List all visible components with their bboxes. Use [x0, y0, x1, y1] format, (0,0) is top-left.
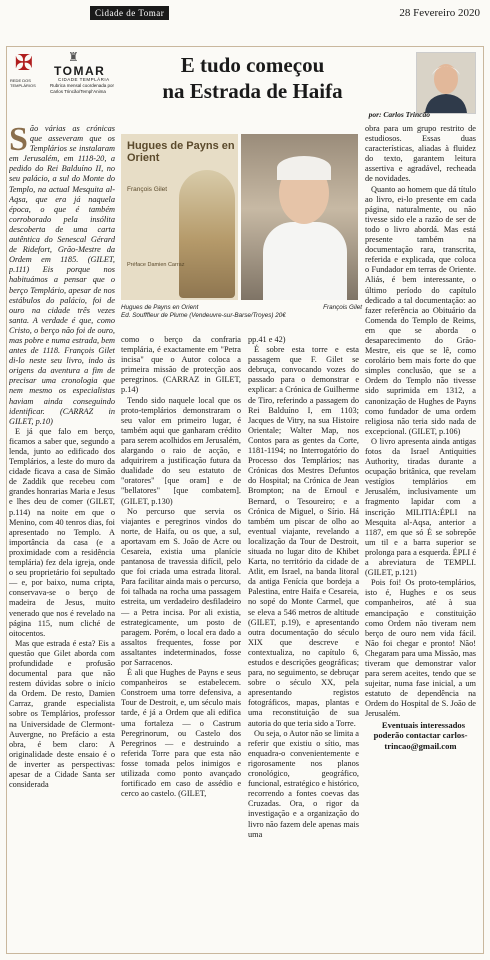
paragraph: É ali que Hughes de Payns e seus companheiros se estabelecem. Constroem uma torre defensiva, a Tour de Destroit, e, um século mais tarde, é já a Ordem que ali edifica uma fortaleza — o Castrum Peregrinorum, ou Castelo dos Peregrinos — e destruindo a referida Torre para que esta não fosse tomada pelos inimigos e utilizada como ponto avançado fortificado em caso de assédio e cerco ao castelo. (GILET, — [121, 668, 241, 799]
paragraph: como o berço da confraria templária, é exactamente em "Petra incisa" que o Autor coloca a primeira missão de protecção aos peregrinos. (CARRAZ in GILET, p.14) — [121, 335, 241, 395]
paragraph: Mas que estrada é esta? Eis a questão que Gilet aborda com profundidade e profusão documental para que não restem dúvidas sobre o início da Ordem. De resto, Damien Carraz, grande especialista sobre os Templários, professor na Universidade de Clermont-Auvergne, no Prefácio a esta obra, é bem claro: A originalidade deste ensaio é o de inverter as perspectivas: apesar de a Cidade Santa ser considerada — [9, 638, 115, 790]
photo-hair — [277, 156, 331, 180]
logo-tagline: CIDADE TEMPLÁRIA — [58, 77, 110, 82]
text-column-2 — [121, 335, 241, 955]
photo-caption: François Gilet — [323, 304, 362, 311]
book-caption-line-1: Hugues de Payns en Orient — [121, 304, 199, 311]
logo-network: Rubrica mensal coordenada por Carlos Trincão/Templ'Anima — [50, 83, 115, 94]
paragraph: Pois foi! Os proto-templários, isto é, Hughes e os seus companheiros, até à sua emancipação e constituição como Ordem não tiveram nem berço de ouro nem vida fácil. Não foi chegar e pronto! Não! Chegaram para uma Missão, mas tiveram que demonstrar valor para serem aceites, tendo que se sujeitar, numa fase inicial, a um estatuto de dependência na Ordem do Hospital de S. João de Jerusalém. — [365, 578, 476, 719]
author-portrait-image — [417, 53, 475, 113]
top-bar — [8, 6, 482, 24]
paragraph: É sobre esta torre e esta passagem que F. Gilet se debruça, convocando vozes do passado para o demonstrar e explicar: a Crónica de Guilherme de Tiro, referindo a passagem do Rei Balduíno I, em 1103; Jacques de Vitry, na sua Histoire Orientale; Walter Map, nos Contos para as gentes da Corte, 1181-1194; no Interrogatório do Processo dos Templários; nas Crónicas dos Mestres Defuntos do Hospital; na Crónica de Jean Brompton; na de Ernoul e Bernard, o Tesoureiro; e a Crónica de Miguel, o Sírio. Há também um piscar de olho ao eventual viajante, revelando a localização da Tour de Destroit, situada no lugar dito de Khibet Karta, no território da cidade de Atlit, em Israel, na banda litoral da antiga Fenícia que bordeja a Palestina, entre Haifa e Cesareia, no sopé do Monte Carmel, que se eleva a 546 metros de altitude (GILET, p.19), e apresentando outra documentação do século XIX que descreve e contextualiza, no capítulo 6, estudos e descrições geográficas; para, no seguimento, se debruçar sobre o século XX, pela apresentando registos fotográficos, mapas, plantas e uma reconstituição de sua autoria do que teria sido a Torre. — [248, 345, 359, 728]
author-photo — [241, 134, 358, 300]
book-cover-image — [121, 134, 238, 300]
templar-cross-icon: ✠ — [14, 51, 34, 76]
text-column-1 — [9, 124, 115, 956]
photo-shirt — [263, 222, 347, 300]
text-column-3 — [248, 335, 359, 955]
paragraph: obra para um grupo restrito de estudiosos. Essas duas características, aliadas à fluidez do texto, garantem leitura assertiva e agradável, recheada de novidades. — [365, 124, 476, 184]
paragraph: Quanto ao homem que dá título ao livro, ei-lo presente em cada página, naturalmente, ou não tivesse sido ele a razão de ser de todo o livro abordá. Mas está presente também na documentação rara, transcrita, referida e explicada, que coloca o Fundador em terras de Oriente. Aliás, é bem interessante, o último período do capítulo dedicado a tal documentação: ao fazer referência ao Obituário da Comenda do Templo de Reims, em que se aborda o desaparecimento do Grão-Mestre, eis que se lê, como corolário bem mais forte do que simples conclusão, que se a Ordem do Templo não tivesse sido suprimida em 1312, a canonização de Hughes de Payns como fundador de uma ordem religiosa não teria sido nada de excepcional. (GILET, p.106) — [365, 184, 476, 436]
paragraph: Ou seja, o Autor não se limita a referir que existiu o sítio, mas enquadra-o convenientemente e rigorosamente nos planos cronológico, geográfico, funcional, estratégico e histórico, recorrendo a fontes coevas das Cruzadas. Ora, o rigor da investigação e a organização do livro não fazem dele apenas mais uma — [248, 728, 359, 839]
drop-cap: S — [9, 124, 28, 158]
article-title — [130, 52, 375, 104]
book-caption — [121, 304, 321, 319]
paragraph: No percurso que servia os viajantes e peregrinos vindos do norte, de Haifa, ou os que, a sul, aportavam em S. João de Acre ou Cesareia, existia uma planície pantanosa de travessia difícil, pelo que foi criada uma estrada litoral. Para facilitar ainda mais o percurso, foi talhada na rocha uma passagem estreita, um verdadeiro desfiladeiro — a Petra incisa. Por ali existia, estrategicamente, um posto de paragem. Porém, o local era dado a assaltos frequentes, fosse por assaltantes indeterminados, fosse por Sarracenos. — [121, 506, 241, 667]
logo-left-text: REDE DOS TEMPLÁRIOS — [10, 78, 36, 88]
text-column-4 — [365, 124, 476, 956]
paragraph-text: ão várias as crónicas que asseveram que os Templários se instalaram em Jerusalém, em 1118-20, a pedido do Rei Balduíno II, no seu palácio, a sul do Monte do Templo, na actual Mesquita al-Aqsa, que era já naquela época, o que é também corroborado pela insólita descoberta de uma carta autêntica do Senescal Gérard de Ridefort, Grão-Mestre da Ordem em 1185. (GILET, p.111) Eis porque nos habituámos a pensar que o berço Templário, apesar de nos estábulos do palácio, foi de ouro na cidade três vezes santa. A verdade é que, como Cristo, o berço não foi de ouro, mas pobre e numa estrada, bem antes de 1118. François Gilet di-lo neste seu livro, indo às origens da aventura a fim de precisar uma cronologia que nem mesmo os especialistas haviam ainda conseguindo identificar. (CARRAZ in GILET, p.10) — [9, 124, 115, 426]
title-line-1: E tudo começou — [180, 53, 325, 77]
paragraph: pp.41 e 42) — [248, 335, 286, 344]
paragraph: O livro apresenta ainda antigas fotos da Israel Antiquities Authority, tiradas durante a ocupação britânica, que revelam vestígios templários em Jerusalém, inclusivamente um fragmento lapidar com a inscrição MILITIA:ÉPLI na Mesquita al-Aqsa, anterior a 1187, em que só É se sobrepõe um til e a barra superior se prolonga para a esquerda. ÉPLI é a abreviatura de TEMPLI. (GILET, p.121) — [365, 436, 476, 578]
tomar-crest-icon: ♜ — [68, 50, 79, 64]
paragraph: Tendo sido naquele local que os proto-templários demonstraram o seu valor em primeiro lugar, é também aqui que ganharam crédito para serem acolhidos em Jerusalém, alargando o raio de acção, e adquirirem a justificação futura da dualidade do seu estatuto de "oratores" [que oram] e de "bellatores" [que combatem]. (GILET, p.130) — [121, 395, 241, 506]
book-cover-title: Hugues de Payns en Orient — [127, 140, 235, 164]
title-line-2: na Estrada de Haifa — [162, 79, 343, 103]
paragraph — [9, 124, 115, 427]
book-caption-line-2: Ed. Soufffleur de Plume (Vendeuvre-sur-Barse/Troyes) 20€ — [121, 311, 286, 319]
book-cover-author: François Gilet — [127, 186, 168, 193]
knight-figure — [179, 170, 235, 298]
paragraph: E já que falo em berço, ficamos a saber que, segundo a lenda, junto ao edificado dos Templários, a leste do muro da cidade ficava a casa de Simão de Zaddik que recebeu com grandes honrarias Maria e Jesus e lhes deu de comer (GILET, p.114) na noite em que o Menino, com 40 tenros dias, foi apresentado no Templo. A importância da casa (e a proximidade com a residência templária) fez dela igreja, onde o seu proprietário foi sepultado — e, por baixo, numa cripta, conservava-se o berço de madeira de Jesus, muito venerado que nos é revelado na página 115, num cliché de oitocentos. — [9, 426, 115, 638]
logo-word: TOMAR — [54, 64, 106, 78]
author-portrait — [416, 52, 476, 114]
newspaper-masthead: Cidade de Tomar — [90, 6, 169, 20]
rubric-logo — [10, 50, 120, 100]
article-byline: por: Carlos Trincão — [368, 110, 430, 119]
book-cover-preface: Préface Damien Carraz — [127, 262, 185, 268]
issue-date: 28 Fevereiro 2020 — [399, 7, 480, 19]
contact-note: Eventuais interessados poderão contactar carlos-trincao@gmail.com — [373, 719, 468, 751]
